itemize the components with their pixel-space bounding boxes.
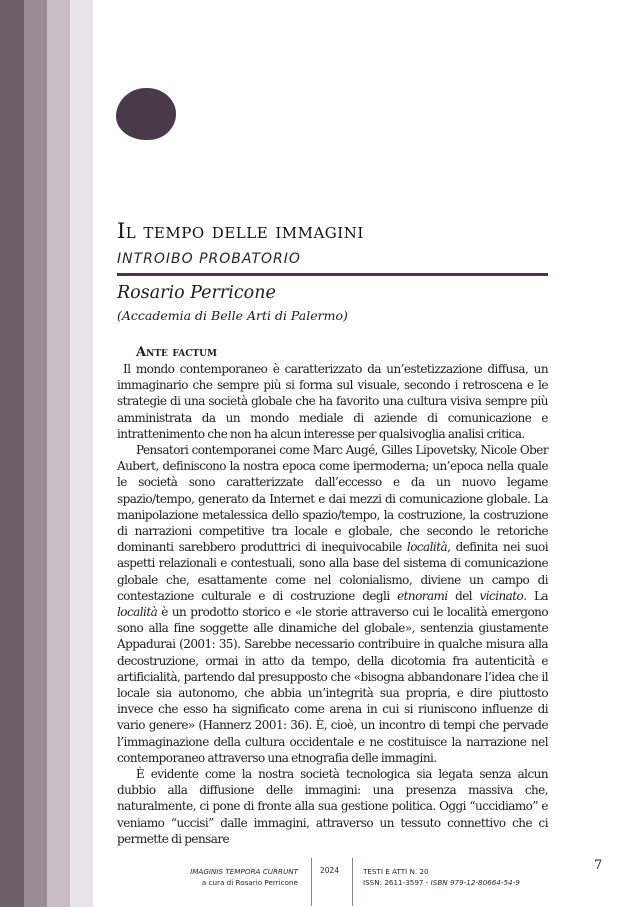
footer-isbn: 979-12-80664-54-9	[447, 878, 520, 887]
footer-year: 2024	[320, 866, 340, 875]
decorative-stripe-3	[47, 0, 70, 907]
paragraph-2-italic-2: etnorami	[397, 588, 448, 603]
footer-issn: ISSN: 2611-3597 -	[363, 878, 431, 887]
footer-divider-2	[352, 858, 353, 906]
decorative-stripe-2	[24, 0, 47, 907]
decorative-stripe-1	[0, 0, 24, 907]
section-heading: Ante factum	[136, 345, 217, 360]
paragraph-2	[117, 442, 548, 766]
decorative-stripe-4	[70, 0, 93, 907]
footer-journal-name: IMAGINIS TEMPORA CURRUNT	[190, 867, 298, 876]
article-title: Il tempo delle immagini	[117, 219, 364, 243]
footer-isbn-label: ISBN	[430, 878, 448, 887]
paragraph-2-text-e: è un prodotto storico e «le storie attraverso cui le località emergono sono alla fine soggette alle dinamiche del globale», sentenzia giustamente Appadurai (2001: 35). Sarebbe necessario contribuire in qualche misura alla decostruzione, ormai in atto da tempo, della dicotomia fra autenticità e artificialità, partendo dal presupposto che «bisogna abbandonare l’idea che il locale sia autonomo, che abbia un’integrità sua propria, e dire piuttosto invece che esso ha significato come arena in cui si riuniscono influenze di vario genere» (Hannerz 2001: 36). È, cioè, un incontro di tempi che pervade l’immaginazione della cultura occidentale e ne costituisce la narrazione nel contemporaneo attraverso una etnografia delle immagini.	[117, 605, 548, 765]
paragraph-2-italic-3: vicinato	[479, 588, 524, 603]
paragraph-2-text-d: . La	[523, 588, 548, 603]
paragraph-1: Il mondo contemporaneo è caratterizzato da un’estetizzazione diffusa, un immaginario che sempre più si forma sul visuale, secondo i retroscena e le strategie di una società globale che ha favorito una cultura visiva sempre più amministrata da un mondo mediale di aziende di comunicazione e intrattenimento che non ha alcun interesse per qualsivoglia analisi critica.	[117, 362, 548, 441]
page-number: 7	[594, 858, 603, 873]
footer-series: TESTI E ATTI N. 20	[363, 867, 429, 876]
article-subtitle: INTROIBO PROBATORIO	[117, 251, 301, 267]
paragraph-2-text-c: del	[447, 588, 480, 603]
paragraph-2-text-b: , definita nei suoi aspetti relazionali e contestuali, sono alla base del sistema di comunicazione globale che, esattamente come nel colonialismo, diviene un campo di contestazione culturale e di costruzione degli	[117, 540, 548, 603]
footer-publication	[190, 866, 298, 888]
footer-editor: a cura di Rosario Perricone	[201, 878, 298, 887]
paragraph-3: È evidente come la nostra società tecnologica sia legata senza alcun dubbio alla diffusione delle immagini: una presenza massiva che, naturalmente, ci pone di fronte alla sua gestione politica. Oggi “uccidiamo” e veniamo “uccisi” dalle immagini, attraverso un tessuto connettivo che ci permette di pensare	[117, 767, 548, 846]
footer-identifiers	[363, 877, 520, 888]
footer-divider-1	[311, 858, 312, 906]
author-affiliation: (Accademia di Belle Arti di Palermo)	[117, 308, 348, 323]
decorative-blob-shape	[116, 88, 176, 140]
author-name: Rosario Perricone	[117, 283, 276, 303]
paragraph-2-italic-4: località	[117, 605, 158, 620]
footer-series-info	[363, 866, 520, 888]
article-body	[117, 361, 548, 847]
paragraph-2-italic-1: località	[406, 540, 448, 555]
paragraph-2-text-a: Pensatori contemporanei come Marc Augé, Gilles Lipovetsky, Nicole Ober Aubert, definiscono la nostra epoca come ipermoderna; un’epoca nella quale le società sono caratterizzate dall’eccesso e da un nuovo legame spazio/tempo, generato da Internet e dai mezzi di comunicazione globale. La manipolazione metalessica dello spazio/tempo, la costruzione, la costruzione di narrazioni competitive tra locale e globale, che secondo le retoriche dominanti sarebbero produttrici di inequivocabile	[117, 443, 548, 555]
title-rule	[117, 273, 548, 276]
